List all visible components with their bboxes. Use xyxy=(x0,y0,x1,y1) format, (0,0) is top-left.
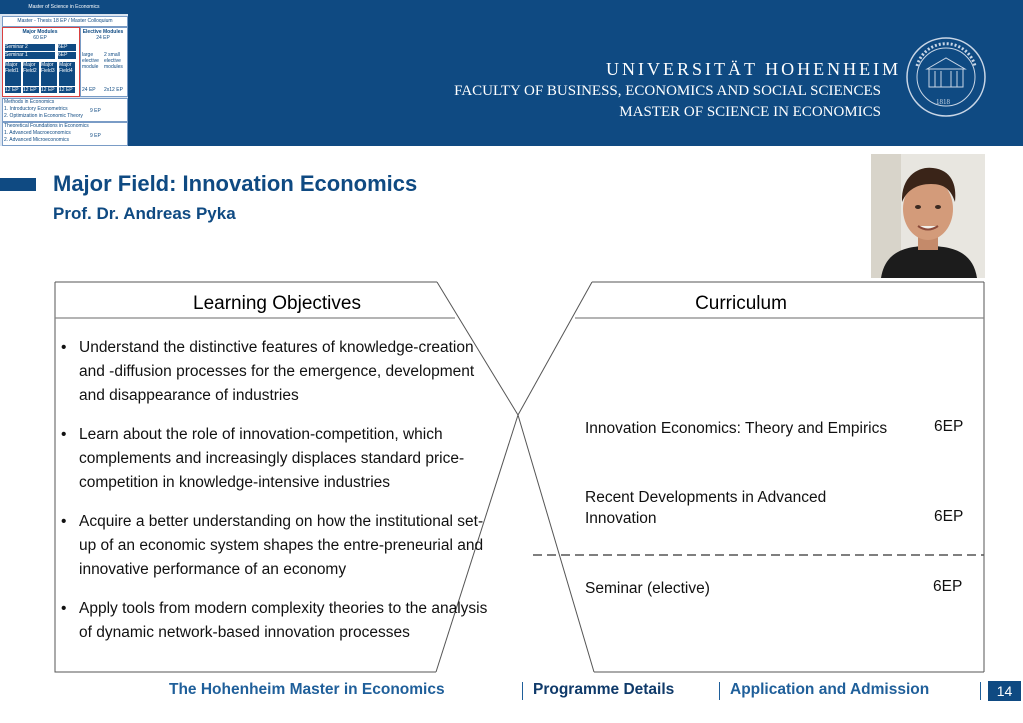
faculty-name: FACULTY OF BUSINESS, ECONOMICS AND SOCIAL SCIENCES xyxy=(454,83,881,99)
thumb-seminar1: Seminar 1 xyxy=(5,52,55,59)
thumb-theory-ep: 9 EP xyxy=(90,133,101,139)
objective-text: Learn about the role of innovation-competition, which complements and increasingly displaces standard price-competition in knowledge-intensive industries xyxy=(79,426,465,491)
thumb-theory-2: 2. Advanced Microeconomics xyxy=(4,137,70,143)
page-number: 14 xyxy=(988,681,1021,701)
thumb-methods-2: 2. Optimization in Economic Theory xyxy=(4,113,83,119)
thumb-field4-ep: 12 EP xyxy=(59,87,75,93)
course-name-1: Innovation Economics: Theory and Empirics xyxy=(585,420,888,437)
list-item xyxy=(58,597,498,645)
thumb-seminar1-ep: 6EP xyxy=(58,52,76,59)
course-ep-2: 6EP xyxy=(934,508,964,525)
objective-text: Understand the distinctive features of knowledge-creation and -diffusion processes for the emergence, development and disappearance of industries xyxy=(79,339,475,404)
learning-objectives-heading: Learning Objectives xyxy=(193,293,361,314)
thumb-theory-title: Theoretical Foundations in Economics xyxy=(4,123,89,129)
bullet-icon: • xyxy=(61,339,67,356)
objective-text: Acquire a better understanding on how the institutional set-up of an economic system shapes the entre-preneurial and innovative performance of an economy xyxy=(79,513,484,578)
bullet-icon: • xyxy=(61,513,67,530)
curriculum-heading: Curriculum xyxy=(695,293,787,314)
list-item xyxy=(58,510,498,582)
bullet-icon: • xyxy=(61,426,67,443)
thumb-seminar2-ep: 6EP xyxy=(58,44,76,51)
page-title: Major Field: Innovation Economics xyxy=(53,171,418,196)
thumb-title: Master of Science in Economics xyxy=(0,0,128,14)
thumb-field4: Major Field4 xyxy=(59,62,75,86)
thumb-major-ep: 60 EP xyxy=(33,35,47,41)
thumb-elective-label: Elective Modules xyxy=(82,29,124,35)
thumb-field2-ep: 12 EP xyxy=(23,87,39,93)
footer-divider xyxy=(522,682,523,700)
nav-link-hohenheim-master[interactable]: The Hohenheim Master in Economics xyxy=(169,681,445,698)
thumb-thesis: Master - Thesis 18 EP / Master Colloquium xyxy=(2,16,128,27)
footer-divider xyxy=(980,682,981,700)
thumb-field2: Major Field2 xyxy=(23,62,39,86)
professor-name: Prof. Dr. Andreas Pyka xyxy=(53,204,236,223)
list-item xyxy=(58,423,498,495)
thumb-large-ep: 24 EP xyxy=(82,87,96,93)
thumb-major-label: Major Modules xyxy=(22,29,58,35)
nav-link-application-admission[interactable]: Application and Admission xyxy=(730,681,930,698)
university-name: UNIVERSITÄT HOHENHEIM xyxy=(606,59,902,79)
thumb-field3: Major Field3 xyxy=(41,62,57,86)
objective-text: Apply tools from modern complexity theories to the analysis of dynamic network-based innovation processes xyxy=(79,600,488,641)
thumb-theory-1: 1. Advanced Macroeconomics xyxy=(4,130,71,136)
thumb-large-elective: large elective module xyxy=(82,52,99,70)
thumb-methods-ep: 9 EP xyxy=(90,108,101,114)
thumb-seminar2: Seminar 2 xyxy=(5,44,55,51)
thumb-small-elective: 2 small elective modules xyxy=(104,52,123,70)
course-ep-3: 6EP xyxy=(933,578,963,595)
course-name-3: Seminar (elective) xyxy=(585,580,710,597)
course-name-2: Recent Developments in Advanced Innovation xyxy=(585,489,827,527)
seal-year: 1818 xyxy=(936,98,950,106)
nav-link-programme-details[interactable]: Programme Details xyxy=(533,681,675,698)
thumb-elective-ep: 24 EP xyxy=(96,35,110,41)
thumb-methods-1: 1. Introductory Econometrics xyxy=(4,106,68,112)
bullet-icon: • xyxy=(61,600,67,617)
thumb-field1-ep: 12 EP xyxy=(5,87,21,93)
footer-divider xyxy=(719,682,720,700)
thumb-field1: Major Field1 xyxy=(5,62,21,86)
course-ep-1: 6EP xyxy=(934,418,964,435)
program-name: MASTER OF SCIENCE IN ECONOMICS xyxy=(619,104,881,120)
list-item xyxy=(58,336,498,408)
learning-objectives-list xyxy=(58,336,498,660)
thumb-methods-title: Methods in Economics xyxy=(4,99,55,105)
thumb-field3-ep: 12 EP xyxy=(41,87,57,93)
thumb-small-ep: 2x12 EP xyxy=(104,87,123,93)
